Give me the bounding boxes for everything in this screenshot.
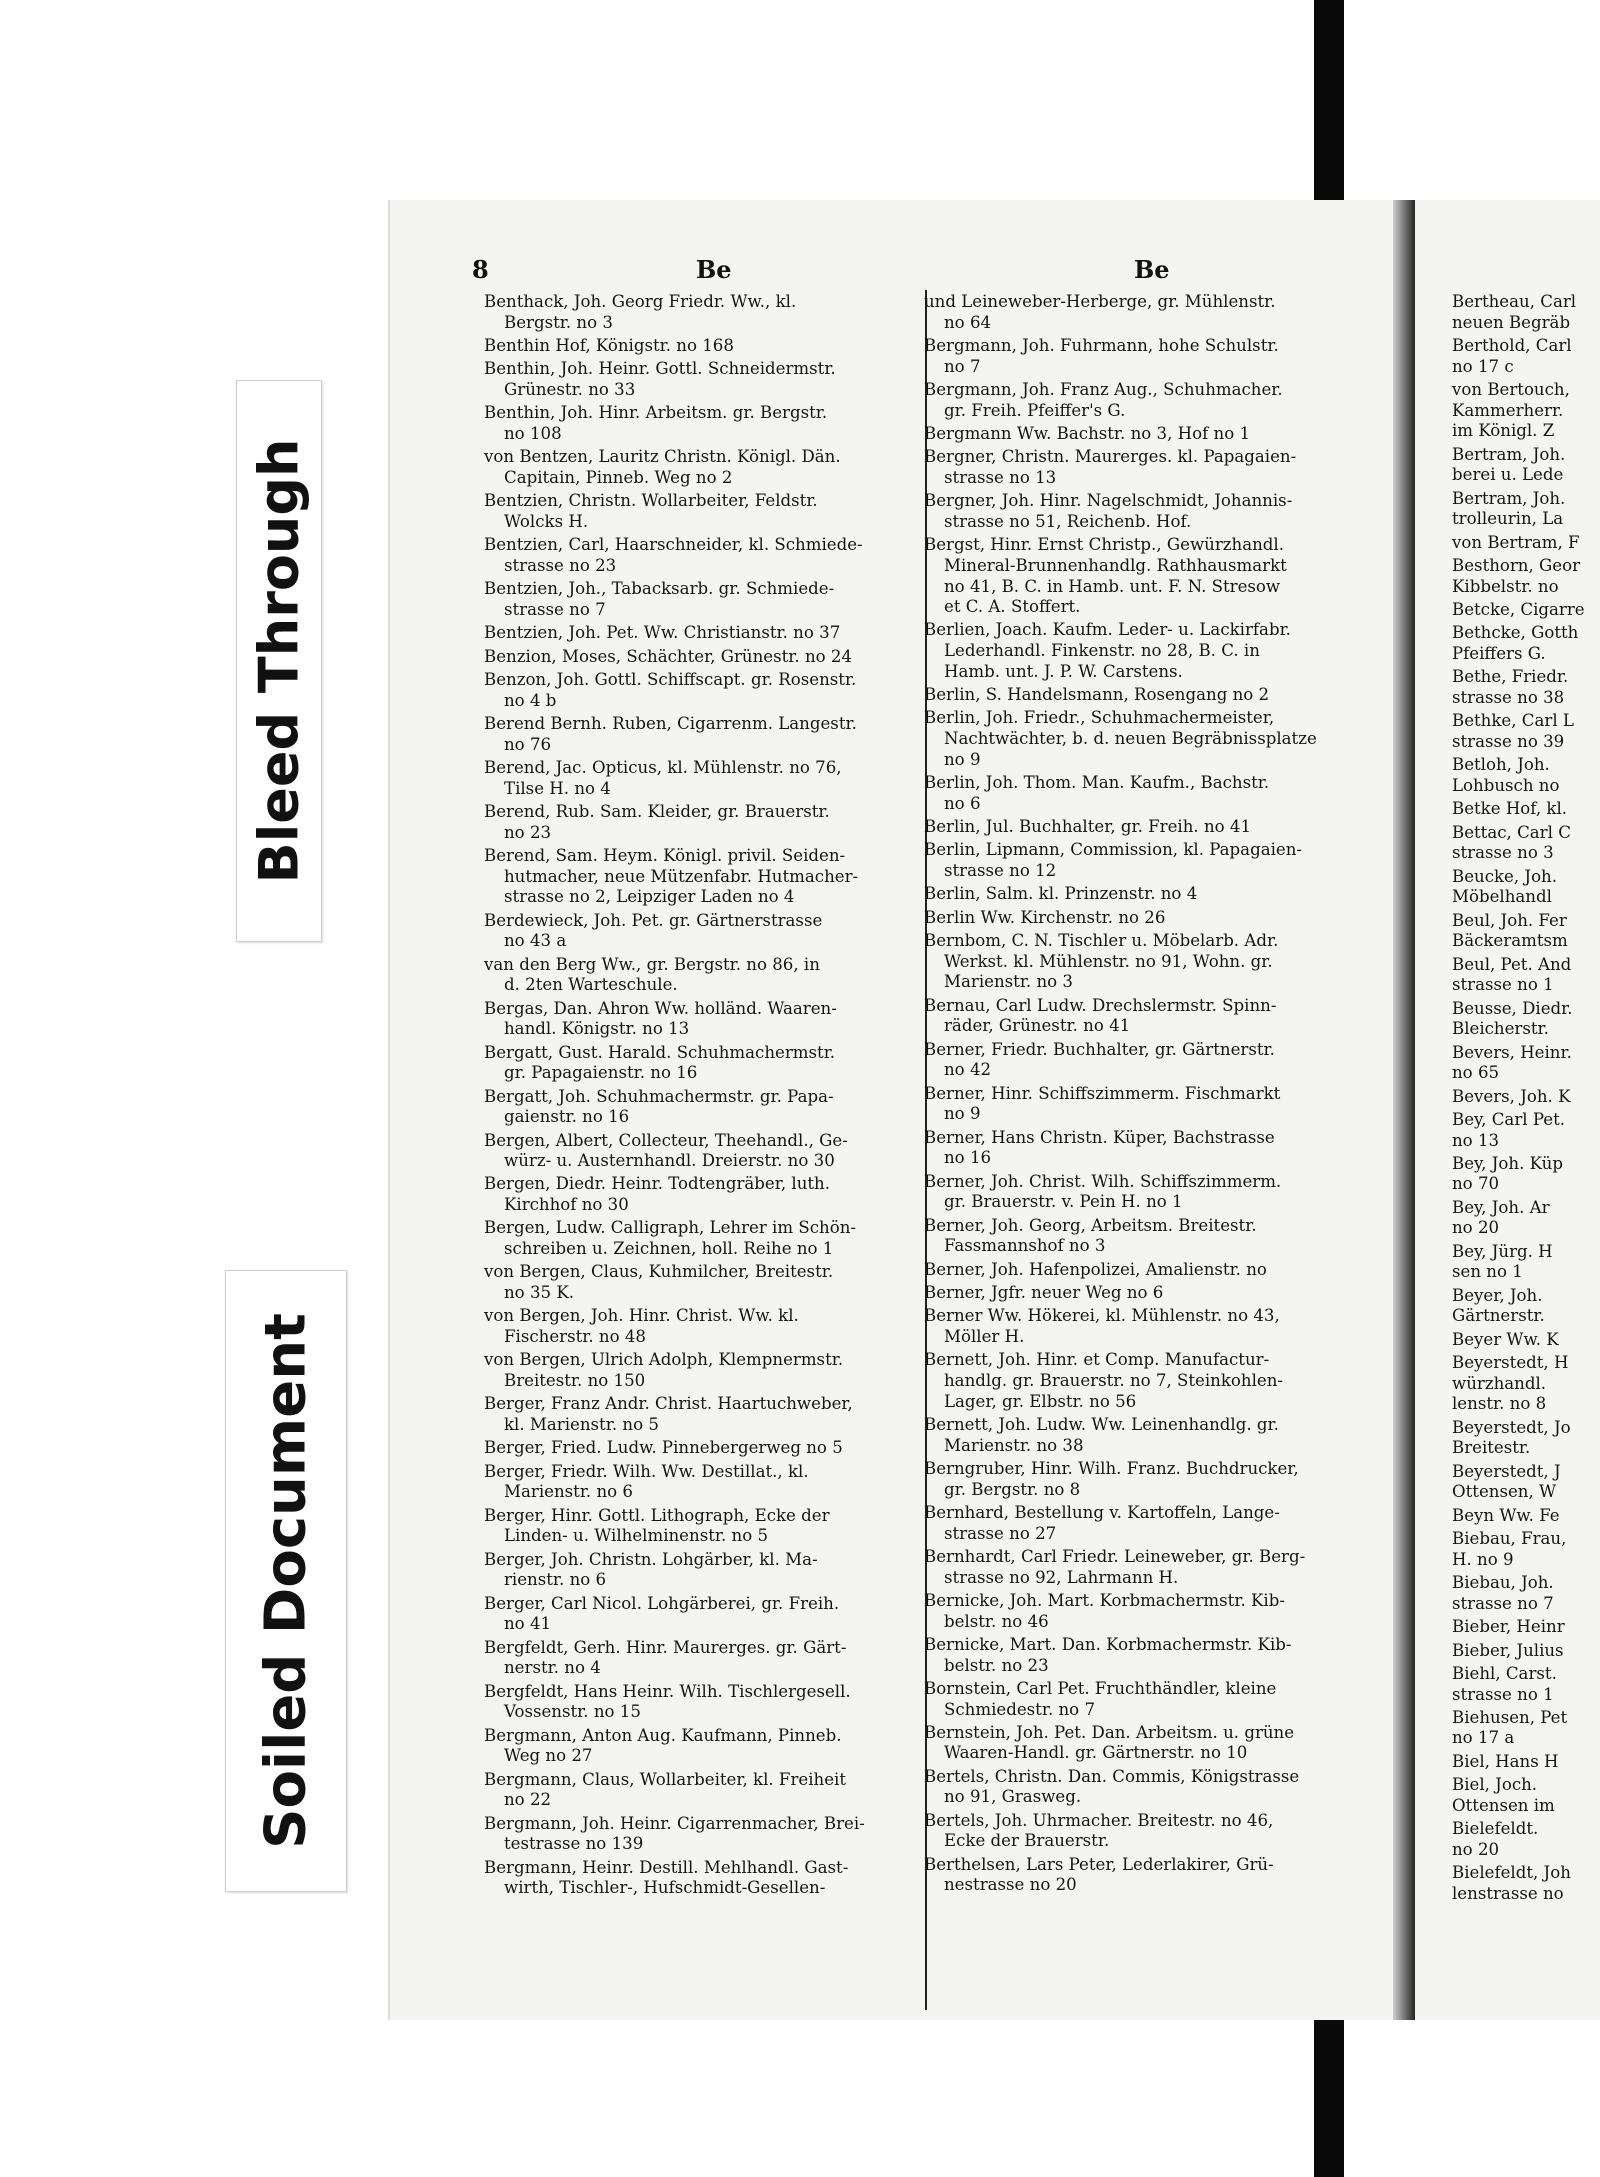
- next-page-entry: Bertram, Joh. berei u. Lede: [1452, 444, 1566, 485]
- next-page-entry: Bey, Jürg. H sen no 1: [1452, 1241, 1553, 1282]
- next-page-entry: Betloh, Joh. Lohbusch no: [1452, 755, 1560, 795]
- directory-entry: Berlin, Lipmann, Commission, kl. Papagaien- strasse no 12: [924, 840, 1303, 880]
- next-page-entry: Bertram, Joh. trolleurin, La: [1452, 488, 1566, 529]
- directory-entry: Bergatt, Gust. Harald. Schuhmachermstr. gr. Papagaienstr. no 16: [484, 1042, 836, 1083]
- directory-entry: Berlin Ww. Kirchenstr. no 26: [924, 907, 1166, 927]
- directory-entry: Berend, Rub. Sam. Kleider, gr. Brauerstr. no 23: [484, 802, 830, 842]
- right-column-heading: Be: [1134, 255, 1170, 284]
- next-page-entry: Beyerstedt, H würzhandl. lenstr. no 8: [1452, 1353, 1569, 1414]
- next-page-entry: Berthold, Carl no 17 c: [1452, 335, 1572, 376]
- next-page-entry: Beyer, Joh. Gärtnerstr.: [1452, 1285, 1545, 1326]
- directory-entry: Berger, Friedr. Wilh. Ww. Destillat., kl. Marienstr. no 6: [484, 1461, 809, 1502]
- directory-entry: Berner Ww. Hökerei, kl. Mühlenstr. no 43, Möller H.: [924, 1306, 1280, 1347]
- bleed-through-text: Bleed Through: [247, 438, 311, 884]
- next-page-entry: Biehl, Carst. strasse no 1: [1452, 1663, 1557, 1704]
- next-page-entry: Bey, Joh. Küp no 70: [1452, 1153, 1563, 1194]
- directory-entry: Bentzien, Joh. Pet. Ww. Christianstr. no 37: [484, 623, 841, 643]
- directory-entry: von Bergen, Claus, Kuhmilcher, Breitestr. no 35 K.: [484, 1262, 834, 1303]
- directory-entry: Berlin, Jul. Buchhalter, gr. Freih. no 41: [924, 817, 1252, 837]
- next-page-entry: Bey, Joh. Ar no 20: [1452, 1197, 1550, 1238]
- directory-entry: Berdewieck, Joh. Pet. gr. Gärtnerstrasse no 43 a: [484, 910, 823, 951]
- directory-entry: Berger, Franz Andr. Christ. Haartuchweber, kl. Marienstr. no 5: [484, 1394, 853, 1434]
- directory-entry: Bernett, Joh. Ludw. Ww. Leinenhandlg. gr. Marienstr. no 38: [924, 1415, 1279, 1455]
- directory-entry: Berlin, Joh. Friedr., Schuhmachermeister, Nachtwächter, b. d. neuen Begräbnissplatze no 9: [924, 708, 1317, 769]
- directory-entry: Berner, Hinr. Schiffszimmerm. Fischmarkt no 9: [924, 1083, 1281, 1124]
- edge-dark-strip-top: [1314, 0, 1344, 200]
- directory-entry: Berend Bernh. Ruben, Cigarrenm. Langestr. no 76: [484, 714, 857, 754]
- next-page-entry: Beyer Ww. K: [1452, 1329, 1559, 1349]
- next-page-entry: Beucke, Joh. Möbelhandl: [1452, 866, 1558, 907]
- next-page-entry: Bethcke, Gotth Pfeiffers G.: [1452, 623, 1579, 663]
- directory-entry: Bernstein, Joh. Pet. Dan. Arbeitsm. u. grüne Waaren-Handl. gr. Gärtnerstr. no 10: [924, 1722, 1295, 1763]
- next-page-entry: Biebau, Frau, H. no 9: [1452, 1529, 1567, 1569]
- directory-entry: Bergmann, Joh. Fuhrmann, hohe Schulstr. no 7: [924, 335, 1279, 376]
- directory-entry: Bernicke, Mart. Dan. Korbmachermstr. Kib- belstr. no 23: [924, 1634, 1292, 1675]
- next-page-entry: Beyerstedt, J Ottensen, W: [1452, 1461, 1561, 1502]
- next-page-entry: Biebau, Joh. strasse no 7: [1452, 1573, 1554, 1613]
- directory-entry: Berner, Joh. Hafenpolizei, Amalienstr. no: [924, 1259, 1267, 1279]
- directory-entry: Bergfeldt, Gerh. Hinr. Maurerges. gr. Gärt- nerstr. no 4: [484, 1637, 847, 1678]
- soiled-document-text: Soiled Document: [253, 1313, 319, 1849]
- left-column-heading: Be: [696, 255, 732, 284]
- directory-entry: Bergatt, Joh. Schuhmachermstr. gr. Papa- gaienstr. no 16: [484, 1086, 834, 1127]
- directory-entry: Bergen, Albert, Collecteur, Theehandl., Ge- würz- u. Austernhandl. Dreierstr. no 30: [484, 1130, 848, 1171]
- next-page-entry: Beusse, Diedr. Bleicherstr.: [1452, 998, 1573, 1039]
- directory-entry: Bentzien, Joh., Tabacksarb. gr. Schmiede- strasse no 7: [484, 579, 835, 619]
- directory-entry: Bergmann, Joh. Franz Aug., Schuhmacher. gr. Freih. Pfeiffer's G.: [924, 379, 1283, 420]
- directory-entry: Bergmann, Heinr. Destill. Mehlhandl. Gast- wirth, Tischler-, Hufschmidt-Gesellen-: [484, 1857, 849, 1898]
- directory-entry: Benthack, Joh. Georg Friedr. Ww., kl. Bergstr. no 3: [484, 292, 797, 332]
- directory-entry: Bergmann, Anton Aug. Kaufmann, Pinneb. Weg no 27: [484, 1725, 842, 1766]
- directory-entry: Bergmann Ww. Bachstr. no 3, Hof no 1: [924, 423, 1251, 443]
- right-directory-column: [924, 292, 1364, 1992]
- next-page-entry: Bethke, Carl L strasse no 39: [1452, 711, 1574, 751]
- directory-entry: von Bergen, Ulrich Adolph, Klempnermstr. Breitestr. no 150: [484, 1350, 844, 1391]
- directory-entry: und Leineweber-Herberge, gr. Mühlenstr. no 64: [924, 292, 1276, 332]
- directory-entry: Berger, Carl Nicol. Lohgärberei, gr. Freih. no 41: [484, 1593, 840, 1634]
- directory-entry: Bertels, Joh. Uhrmacher. Breitestr. no 46, Ecke der Brauerstr.: [924, 1810, 1274, 1851]
- next-page-entry: Betke Hof, kl.: [1452, 799, 1568, 819]
- directory-entry: Bergst, Hinr. Ernst Christp., Gewürzhandl. Mineral-Brunnenhandlg. Rathhausmarkt no 41, B. C. in Hamb. unt. F. N. Stresow et C. A. Stoffert.: [924, 535, 1287, 617]
- directory-entry: Bergmann, Joh. Heinr. Cigarrenmacher, Brei- testrasse no 139: [484, 1813, 865, 1854]
- next-page-entry: Besthorn, Geor Kibbelstr. no: [1452, 555, 1581, 596]
- next-page-entry: Beul, Pet. And strasse no 1: [1452, 954, 1572, 995]
- next-page-entry: Biel, Hans H: [1452, 1751, 1559, 1771]
- next-page-entry: Bethe, Friedr. strasse no 38: [1452, 667, 1569, 707]
- next-page-entry: Beyerstedt, Jo Breitestr.: [1452, 1417, 1571, 1458]
- directory-entry: Bergner, Joh. Hinr. Nagelschmidt, Johannis- strasse no 51, Reichenb. Hof.: [924, 491, 1293, 531]
- next-page-entry: Bieber, Julius: [1452, 1640, 1564, 1660]
- next-page-entry: von Bertouch, Kammerherr. im Königl. Z: [1452, 379, 1570, 441]
- directory-entry: Berend, Sam. Heym. Königl. privil. Seiden- hutmacher, neue Mützenfabr. Hutmacher- strasse no 2, Leipziger Laden no 4: [484, 846, 859, 907]
- directory-entry: Bergen, Diedr. Heinr. Todtengräber, luth. Kirchhof no 30: [484, 1174, 831, 1215]
- directory-entry: Berlien, Joach. Kaufm. Leder- u. Lackirfabr. Lederhandl. Finkenstr. no 28, B. C. in Hamb. unt. J. P. W. Carstens.: [924, 620, 1291, 681]
- directory-entry: Benthin, Joh. Hinr. Arbeitsm. gr. Bergstr. no 108: [484, 403, 828, 443]
- directory-entry: Berner, Jgfr. neuer Weg no 6: [924, 1283, 1164, 1303]
- next-page-entry: Bey, Carl Pet. no 13: [1452, 1109, 1566, 1150]
- directory-entry: Berner, Friedr. Buchhalter, gr. Gärtnerstr. no 42: [924, 1039, 1275, 1080]
- directory-entry: Bernhard, Bestellung v. Kartoffeln, Lange- strasse no 27: [924, 1502, 1280, 1543]
- directory-entry: Benzon, Joh. Gottl. Schiffscapt. gr. Rosenstr. no 4 b: [484, 670, 857, 710]
- next-page-entry: Beul, Joh. Fer Bäckeramtsm: [1452, 910, 1568, 951]
- page-gutter: [1393, 200, 1415, 2020]
- directory-entry: Bergner, Christn. Maurerges. kl. Papagaien- strasse no 13: [924, 447, 1297, 487]
- directory-entry: Bernett, Joh. Hinr. et Comp. Manufactur- handlg. gr. Brauerstr. no 7, Steinkohlen- Lager, gr. Elbstr. no 56: [924, 1350, 1284, 1411]
- directory-entry: Berger, Hinr. Gottl. Lithograph, Ecke der Linden- u. Wilhelminenstr. no 5: [484, 1505, 830, 1546]
- directory-entry: van den Berg Ww., gr. Bergstr. no 86, in d. 2ten Warteschule.: [484, 954, 820, 995]
- directory-entry: Berner, Joh. Christ. Wilh. Schiffszimmerm. gr. Brauerstr. v. Pein H. no 1: [924, 1171, 1282, 1212]
- directory-entry: Bergmann, Claus, Wollarbeiter, kl. Freiheit no 22: [484, 1769, 846, 1810]
- next-page-entry: Bevers, Heinr. no 65: [1452, 1042, 1572, 1083]
- next-page-entry: Biel, Joch. Ottensen im: [1452, 1775, 1555, 1815]
- directory-entry: Berlin, Joh. Thom. Man. Kaufm., Bachstr. no 6: [924, 773, 1270, 813]
- next-page-entry: Bertheau, Carl neuen Begräb: [1452, 292, 1577, 332]
- next-page-entry: Biehusen, Pet no 17 a: [1452, 1707, 1568, 1748]
- next-page-entry: Bielefeldt. no 20: [1452, 1819, 1539, 1859]
- directory-entry: Berger, Joh. Christn. Lohgärber, kl. Ma- rienstr. no 6: [484, 1549, 818, 1590]
- directory-entry: Benthin, Joh. Heinr. Gottl. Schneidermstr. Grünestr. no 33: [484, 359, 836, 399]
- directory-entry: Bergfeldt, Hans Heinr. Wilh. Tischlergesell. Vossenstr. no 15: [484, 1681, 851, 1722]
- directory-entry: Berngruber, Hinr. Wilh. Franz. Buchdrucker, gr. Bergstr. no 8: [924, 1458, 1299, 1499]
- next-page-entry: Betcke, Cigarre: [1452, 599, 1585, 619]
- bleed-through-label: [236, 380, 322, 942]
- directory-entry: Bergen, Ludw. Calligraph, Lehrer im Schön- schreiben u. Zeichnen, holl. Reihe no 1: [484, 1218, 856, 1259]
- next-page-entry: Bevers, Joh. K: [1452, 1086, 1571, 1106]
- directory-entry: Berner, Hans Christn. Küper, Bachstrasse no 16: [924, 1127, 1275, 1168]
- directory-entry: Berlin, Salm. kl. Prinzenstr. no 4: [924, 884, 1198, 904]
- directory-entry: Bernicke, Joh. Mart. Korbmachermstr. Kib- belstr. no 46: [924, 1590, 1285, 1631]
- directory-entry: Benthin Hof, Königstr. no 168: [484, 335, 734, 355]
- directory-entry: Bernbom, C. N. Tischler u. Möbelarb. Adr. Werkst. kl. Mühlenstr. no 91, Wohn. gr. Marienstr. no 3: [924, 931, 1279, 992]
- next-page-entry: Beyn Ww. Fe: [1452, 1505, 1560, 1525]
- next-page-entry: Bettac, Carl C strasse no 3: [1452, 822, 1571, 863]
- directory-entry: Bornstein, Carl Pet. Fruchthändler, kleine Schmiedestr. no 7: [924, 1678, 1277, 1719]
- page-number: 8: [472, 255, 489, 284]
- next-page-entry: von Bertram, F: [1452, 532, 1580, 552]
- directory-entry: von Bentzen, Lauritz Christn. Königl. Dän. Capitain, Pinneb. Weg no 2: [484, 447, 841, 487]
- soiled-document-label: [225, 1270, 347, 1892]
- directory-entry: Bernhardt, Carl Friedr. Leineweber, gr. Berg- strasse no 92, Lahrmann H.: [924, 1546, 1306, 1587]
- directory-entry: Bentzien, Carl, Haarschneider, kl. Schmiede- strasse no 23: [484, 535, 863, 575]
- directory-entry: von Bergen, Joh. Hinr. Christ. Ww. kl. Fischerstr. no 48: [484, 1306, 799, 1347]
- next-page-directory-column: [1452, 292, 1600, 1992]
- directory-entry: Bergas, Dan. Ahron Ww. holländ. Waaren- handl. Königstr. no 13: [484, 998, 837, 1039]
- directory-entry: Berger, Fried. Ludw. Pinnebergerweg no 5: [484, 1438, 843, 1458]
- directory-entry: Berthelsen, Lars Peter, Lederlakirer, Grü- nestrasse no 20: [924, 1854, 1274, 1895]
- left-directory-column: [484, 292, 939, 1992]
- next-page-entry: Bieber, Heinr: [1452, 1617, 1565, 1637]
- directory-entry: Berend, Jac. Opticus, kl. Mühlenstr. no 76, Tilse H. no 4: [484, 758, 842, 798]
- next-page-entry: Bielefeldt, Joh lenstrasse no: [1452, 1863, 1571, 1903]
- directory-entry: Bentzien, Christn. Wollarbeiter, Feldstr. Wolcks H.: [484, 491, 818, 531]
- directory-entry: Bernau, Carl Ludw. Drechslermstr. Spinn- räder, Grünestr. no 41: [924, 995, 1277, 1036]
- directory-entry: Bertels, Christn. Dan. Commis, Königstrasse no 91, Grasweg.: [924, 1766, 1300, 1807]
- directory-entry: Berlin, S. Handelsmann, Rosengang no 2: [924, 685, 1270, 705]
- directory-entry: Benzion, Moses, Schächter, Grünestr. no 24: [484, 646, 853, 666]
- directory-entry: Berner, Joh. Georg, Arbeitsm. Breitestr. Fassmannshof no 3: [924, 1215, 1257, 1256]
